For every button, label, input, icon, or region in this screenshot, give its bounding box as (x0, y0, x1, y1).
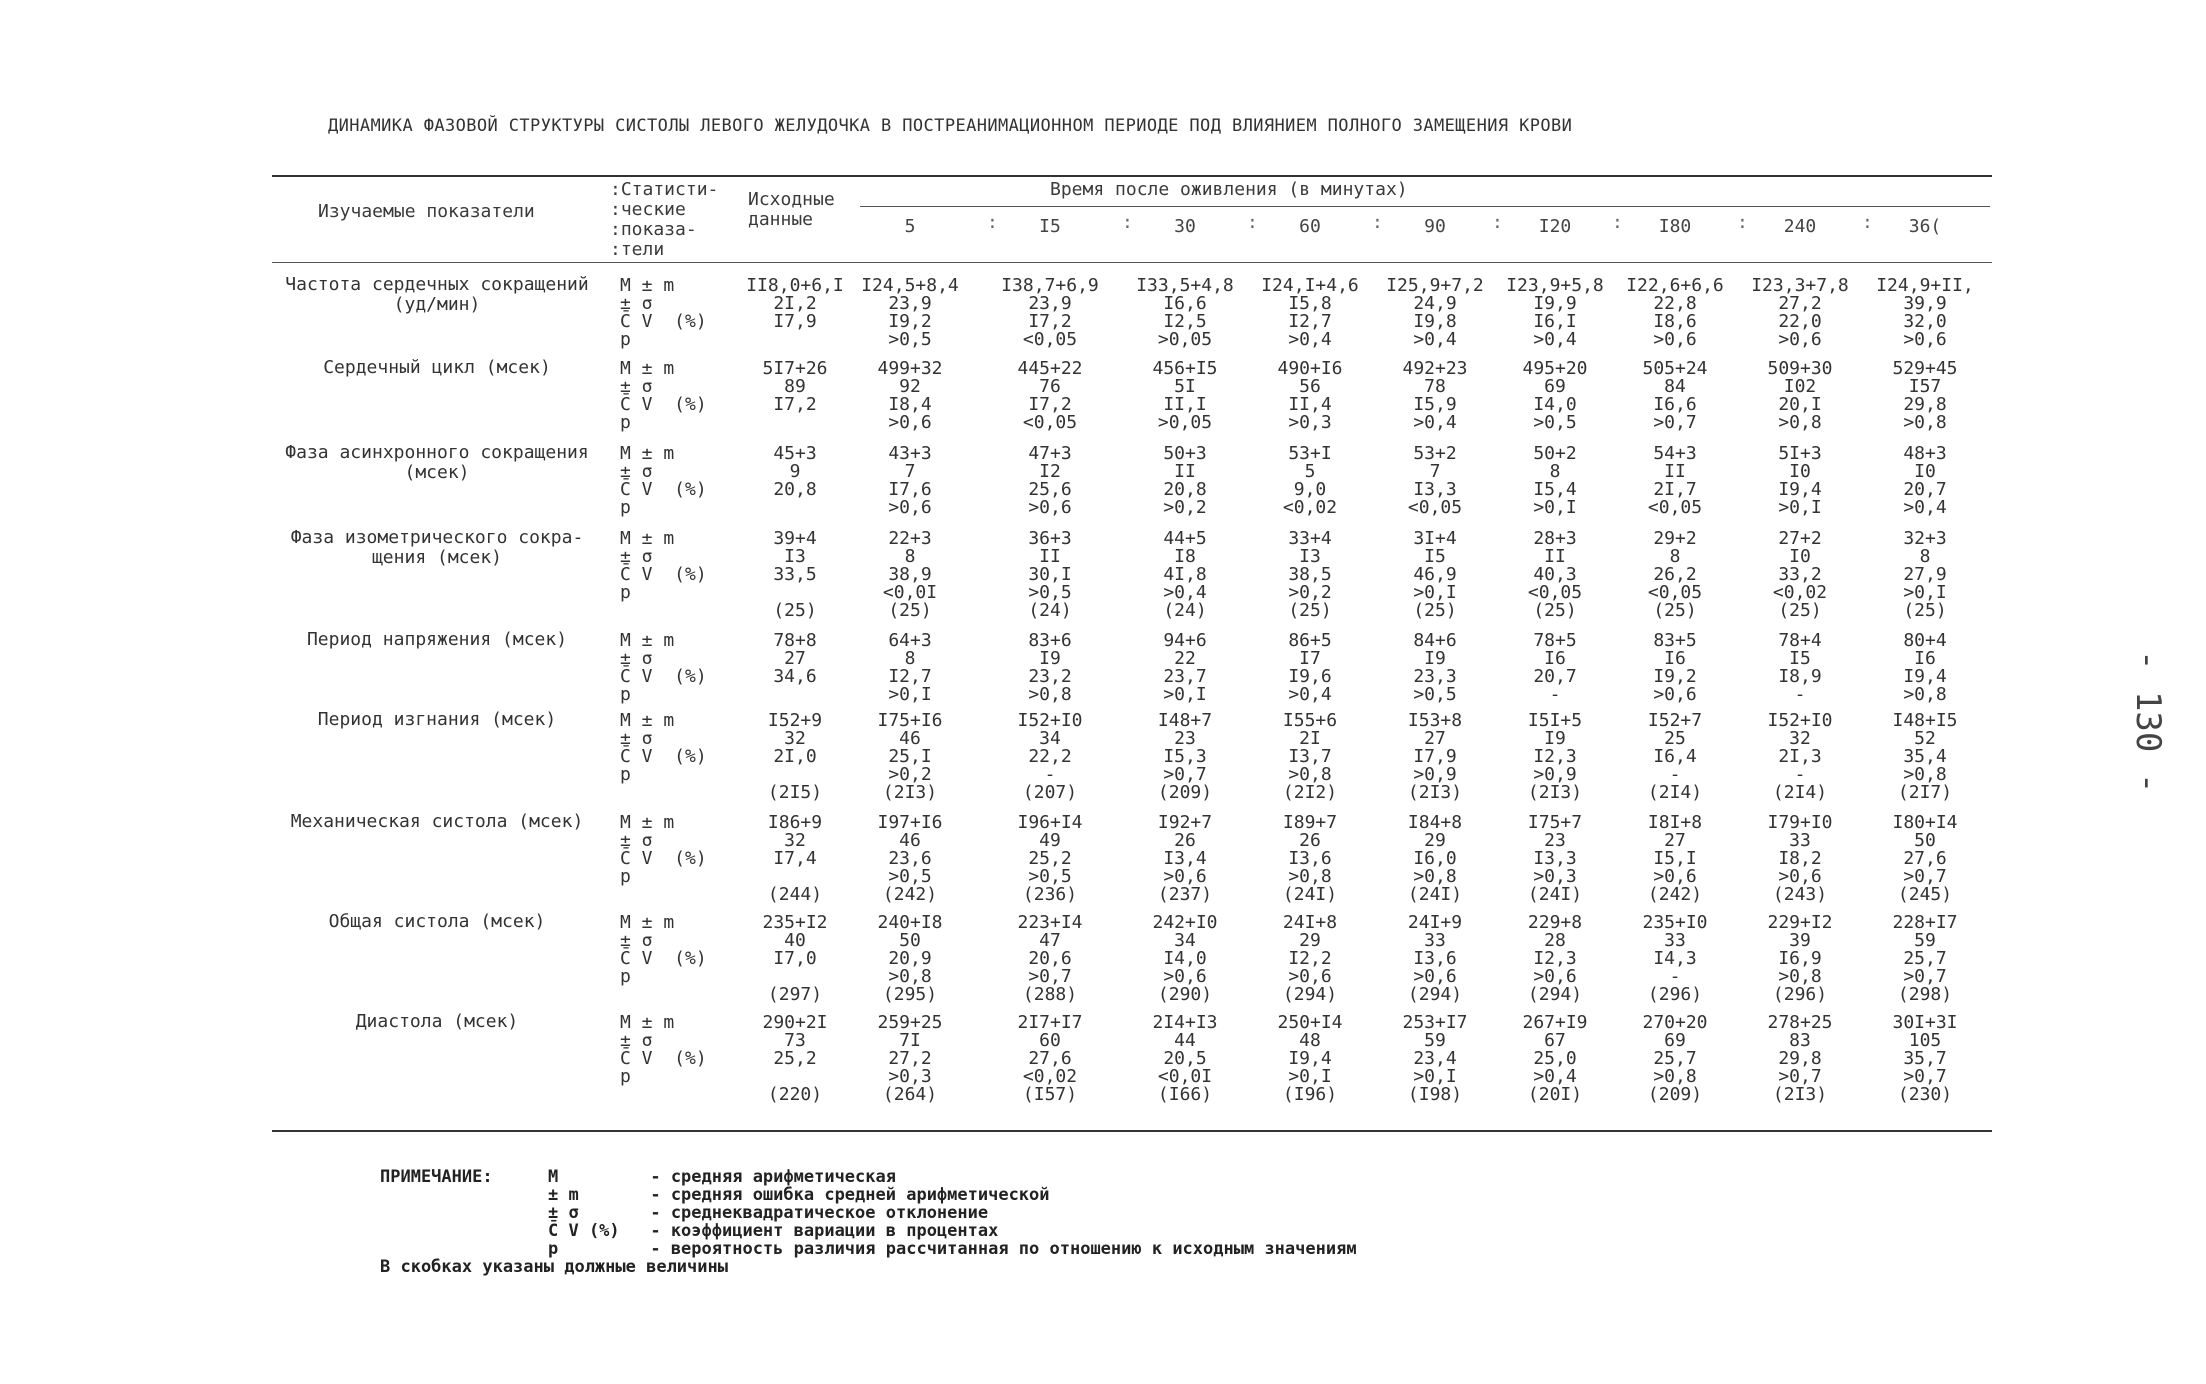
time-value-cell: 32+3 8 27,9 >0,I (25) (1903, 528, 1947, 621)
time-value-cell: 64+3 8 I2,7 >0,I (888, 630, 932, 705)
time-value-cell: I89+7 26 I3,6 >0,8 (24I) (1282, 812, 1338, 905)
time-value-cell: I24,5+8,4 23,9 I9,2 >0,5 (861, 275, 959, 350)
time-value-cell: I53+8 27 I7,9 >0,9 (2I3) (1407, 710, 1463, 803)
time-column-header: I20 (1538, 216, 1572, 237)
time-value-cell: 3I+4 I5 46,9 >0,I (25) (1413, 528, 1457, 621)
table-title: ДИНАМИКА ФАЗОВОЙ СТРУКТУРЫ СИСТОЛЫ ЛЕВОГО ЖЕЛУДОЧКА В ПОСТРЕАНИМАЦИОННОМ ПЕРИОДЕ ПОД ВЛИЯНИЕМ ПОЛНОГО ЗАМЕЩЕНИЯ КРОВИ (328, 116, 1573, 136)
time-value-cell: I23,3+7,8 27,2 22,0 >0,6 (1751, 275, 1849, 350)
time-value-cell: 27+2 I0 33,2 <0,02 (25) (1772, 528, 1828, 621)
time-value-cell: 240+I8 50 20,9 >0,8 (295) (877, 912, 943, 1005)
column-separator: : (987, 212, 998, 233)
time-value-cell: 94+6 22 23,7 >0,I (1163, 630, 1207, 705)
row-stat-labels: M ± m ± σ C̄ V (%) p (620, 630, 707, 705)
row-stat-labels: M ± m ± σ C̄ V (%) p (620, 1012, 707, 1087)
time-value-cell: I38,7+6,9 23,9 I7,2 <0,05 (1001, 275, 1099, 350)
row-label: Диастола (мсек) (355, 1011, 519, 1032)
time-value-cell: 29+2 8 26,2 <0,05 (25) (1647, 528, 1703, 621)
time-value-cell: 50+3 II 20,8 >0,2 (1163, 443, 1207, 518)
note-line: p - вероятность различия рассчитанная по отношению к исходным значениям (548, 1239, 1357, 1259)
time-value-cell: 43+3 7 I7,6 >0,6 (888, 443, 932, 518)
notes-label: ПРИМЕЧАНИЕ: (380, 1167, 493, 1187)
row-stat-labels: M ± m ± σ C̄ V (%) p (620, 275, 707, 350)
time-value-cell: 2I4+I3 44 20,5 <0,0I (I66) (1152, 1012, 1218, 1105)
notes-block (380, 1167, 1357, 1277)
time-column-header: I5 (1039, 216, 1061, 237)
column-separator: : (1247, 212, 1258, 233)
table-bottom-rule (272, 1130, 1992, 1132)
row-stat-labels: M ± m ± σ C̄ V (%) p (620, 710, 707, 785)
note-line: C̄ V (%) - коэффициент вариации в процентах (548, 1221, 999, 1241)
initial-value-cell: I86+9 32 I7,4 (244) (767, 812, 823, 905)
row-stat-labels: M ± m ± σ C̄ V (%) p (620, 358, 707, 433)
time-value-cell: I22,6+6,6 22,8 I8,6 >0,6 (1626, 275, 1724, 350)
header-time: Время после оживления (в минутах) (1050, 179, 1408, 200)
row-stat-labels: M ± m ± σ C̄ V (%) p (620, 812, 707, 887)
time-value-cell: 456+I5 5I II,I >0,05 (1152, 358, 1218, 433)
time-value-cell: 499+32 92 I8,4 >0,6 (877, 358, 943, 433)
row-label: Период напряжения (мсек) (306, 629, 568, 650)
time-value-cell: I92+7 26 I3,4 >0,6 (237) (1157, 812, 1213, 905)
time-value-cell: 229+8 28 I2,3 >0,6 (294) (1527, 912, 1583, 1005)
time-value-cell: 54+3 II 2I,7 <0,05 (1647, 443, 1703, 518)
time-value-cell: 24I+8 29 I2,2 >0,6 (294) (1282, 912, 1338, 1005)
time-value-cell: I80+I4 50 27,6 >0,7 (245) (1892, 812, 1958, 905)
time-value-cell: 36+3 II 30,I >0,5 (24) (1028, 528, 1072, 621)
time-value-cell: 83+5 I6 I9,2 >0,6 (1653, 630, 1697, 705)
header-bottom-rule (272, 262, 1992, 263)
time-value-cell: I23,9+5,8 I9,9 I6,I >0,4 (1506, 275, 1604, 350)
time-value-cell: 229+I2 39 I6,9 >0,8 (296) (1767, 912, 1833, 1005)
note-line: M - средняя арифметическая (548, 1167, 896, 1187)
row-label: Период изгнания (мсек) (317, 709, 557, 730)
time-value-cell: 86+5 I7 I9,6 >0,4 (1288, 630, 1332, 705)
note-line: ± σ - среднеквадратическое отклонение (548, 1203, 989, 1223)
time-value-cell: I52+I0 32 2I,3 - (2I4) (1767, 710, 1833, 803)
time-value-cell: I84+8 29 I6,0 >0,8 (24I) (1407, 812, 1463, 905)
time-value-cell: 505+24 84 I6,6 >0,7 (1642, 358, 1708, 433)
page-number: - 130 - (2128, 650, 2168, 794)
row-stat-labels: M ± m ± σ C̄ V (%) p (620, 443, 707, 518)
initial-value-cell: 78+8 27 34,6 (773, 630, 817, 687)
header-indicators: Изучаемые показатели (318, 201, 535, 222)
time-value-cell: 495+20 69 I4,0 >0,5 (1522, 358, 1588, 433)
note-line: В скобках указаны должные величины (380, 1257, 728, 1277)
initial-value-cell: I52+9 32 2I,0 (2I5) (767, 710, 823, 803)
initial-value-cell: 45+3 9 20,8 (773, 443, 817, 500)
header-stats: :Статисти- :ческие :показа- :тели (610, 179, 719, 260)
time-value-cell: 2I7+I7 60 27,6 <0,02 (I57) (1017, 1012, 1083, 1105)
initial-value-cell: 39+4 I3 33,5 (25) (773, 528, 817, 621)
time-value-cell: I8I+8 27 I5,I >0,6 (242) (1647, 812, 1703, 905)
initial-value-cell: 5I7+26 89 I7,2 (762, 358, 828, 415)
time-column-header: I80 (1658, 216, 1692, 237)
time-column-header: 5 (904, 216, 916, 237)
time-value-cell: I24,9+II, 39,9 32,0 >0,6 (1876, 275, 1974, 350)
time-value-cell: 223+I4 47 20,6 >0,7 (288) (1017, 912, 1083, 1005)
column-separator: : (1612, 212, 1623, 233)
time-value-cell: I55+6 2I I3,7 >0,8 (2I2) (1282, 710, 1338, 803)
time-value-cell: I96+I4 49 25,2 >0,5 (236) (1017, 812, 1083, 905)
time-value-cell: I24,I+4,6 I5,8 I2,7 >0,4 (1261, 275, 1359, 350)
time-column-header: 30 (1174, 216, 1196, 237)
time-value-cell: 44+5 I8 4I,8 >0,4 (24) (1163, 528, 1207, 621)
row-label: Фаза изометрического сокра- щения (мсек) (290, 527, 584, 568)
time-value-cell: 53+2 7 I3,3 <0,05 (1407, 443, 1463, 518)
time-value-cell: 270+20 69 25,7 >0,8 (209) (1642, 1012, 1708, 1105)
time-value-cell: 253+I7 59 23,4 >0,I (I98) (1402, 1012, 1468, 1105)
time-value-cell: 28+3 II 40,3 <0,05 (25) (1527, 528, 1583, 621)
time-value-cell: 529+45 I57 29,8 >0,8 (1892, 358, 1958, 433)
time-value-cell: 53+I 5 9,0 <0,02 (1282, 443, 1338, 518)
time-value-cell: 48+3 I0 20,7 >0,4 (1903, 443, 1947, 518)
time-value-cell: 228+I7 59 25,7 >0,7 (298) (1892, 912, 1958, 1005)
time-value-cell: 24I+9 33 I3,6 >0,6 (294) (1407, 912, 1463, 1005)
column-separator: : (1737, 212, 1748, 233)
time-value-cell: I75+7 23 I3,3 >0,3 (24I) (1527, 812, 1583, 905)
time-value-cell: 78+4 I5 I8,9 - (1778, 630, 1822, 705)
initial-value-cell: 235+I2 40 I7,0 (297) (762, 912, 828, 1005)
time-value-cell: I25,9+7,2 24,9 I9,8 >0,4 (1386, 275, 1484, 350)
time-value-cell: I5I+5 I9 I2,3 >0,9 (2I3) (1527, 710, 1583, 803)
row-label: Частота сердечных сокращений (уд/мин) (285, 274, 589, 315)
time-value-cell: 5I+3 I0 I9,4 >0,I (1778, 443, 1822, 518)
row-label: Фаза асинхронного сокращения (мсек) (285, 442, 589, 483)
time-column-header: 60 (1299, 216, 1321, 237)
time-value-cell: I48+I5 52 35,4 >0,8 (2I7) (1892, 710, 1958, 803)
time-value-cell: 30I+3I 105 35,7 >0,7 (230) (1892, 1012, 1958, 1105)
time-column-header: 36( (1908, 216, 1942, 237)
time-value-cell: I52+I0 34 22,2 - (207) (1017, 710, 1083, 803)
column-separator: : (1372, 212, 1383, 233)
time-value-cell: 242+I0 34 I4,0 >0,6 (290) (1152, 912, 1218, 1005)
time-value-cell: 509+30 I02 20,I >0,8 (1767, 358, 1833, 433)
row-label: Сердечный цикл (мсек) (323, 357, 551, 378)
time-column-header: 240 (1783, 216, 1817, 237)
time-value-cell: 445+22 76 I7,2 <0,05 (1017, 358, 1083, 433)
header-initial: Исходные данные (748, 189, 835, 230)
time-value-cell: 84+6 I9 23,3 >0,5 (1413, 630, 1457, 705)
row-label: Механическая систола (мсек) (290, 811, 584, 832)
column-separator: : (1862, 212, 1873, 233)
time-value-cell: I52+7 25 I6,4 - (2I4) (1647, 710, 1703, 803)
row-stat-labels: M ± m ± σ C̄ V (%) p (620, 528, 707, 603)
time-column-header: 90 (1424, 216, 1446, 237)
time-value-cell: 33+4 I3 38,5 >0,2 (25) (1288, 528, 1332, 621)
time-value-cell: 490+I6 56 II,4 >0,3 (1277, 358, 1343, 433)
time-value-cell: I97+I6 46 23,6 >0,5 (242) (877, 812, 943, 905)
table-top-rule (272, 175, 1992, 177)
initial-value-cell: 290+2I 73 25,2 (220) (762, 1012, 828, 1105)
time-value-cell: 278+25 83 29,8 >0,7 (2I3) (1767, 1012, 1833, 1105)
header-time-rule (860, 206, 1990, 207)
time-value-cell: I75+I6 46 25,I >0,2 (2I3) (877, 710, 943, 803)
time-value-cell: I79+I0 33 I8,2 >0,6 (243) (1767, 812, 1833, 905)
time-value-cell: 50+2 8 I5,4 >0,I (1533, 443, 1577, 518)
time-value-cell: I48+7 23 I5,3 >0,7 (209) (1157, 710, 1213, 803)
time-value-cell: 259+25 7I 27,2 >0,3 (264) (877, 1012, 943, 1105)
time-value-cell: 250+I4 48 I9,4 >0,I (I96) (1277, 1012, 1343, 1105)
column-separator: : (1492, 212, 1503, 233)
time-value-cell: 47+3 I2 25,6 >0,6 (1028, 443, 1072, 518)
row-stat-labels: M ± m ± σ C̄ V (%) p (620, 912, 707, 987)
row-label: Общая систола (мсек) (328, 911, 546, 932)
initial-value-cell: II8,0+6,I 2I,2 I7,9 (746, 275, 844, 332)
time-value-cell: I33,5+4,8 I6,6 I2,5 >0,05 (1136, 275, 1234, 350)
time-value-cell: 22+3 8 38,9 <0,0I (25) (882, 528, 938, 621)
time-value-cell: 235+I0 33 I4,3 - (296) (1642, 912, 1708, 1005)
note-line: ± m - средняя ошибка средней арифметической (548, 1185, 1050, 1205)
time-value-cell: 80+4 I6 I9,4 >0,8 (1903, 630, 1947, 705)
time-value-cell: 78+5 I6 20,7 - (1533, 630, 1577, 705)
time-value-cell: 267+I9 67 25,0 >0,4 (20I) (1522, 1012, 1588, 1105)
time-value-cell: 83+6 I9 23,2 >0,8 (1028, 630, 1072, 705)
column-separator: : (1122, 212, 1133, 233)
time-value-cell: 492+23 78 I5,9 >0,4 (1402, 358, 1468, 433)
